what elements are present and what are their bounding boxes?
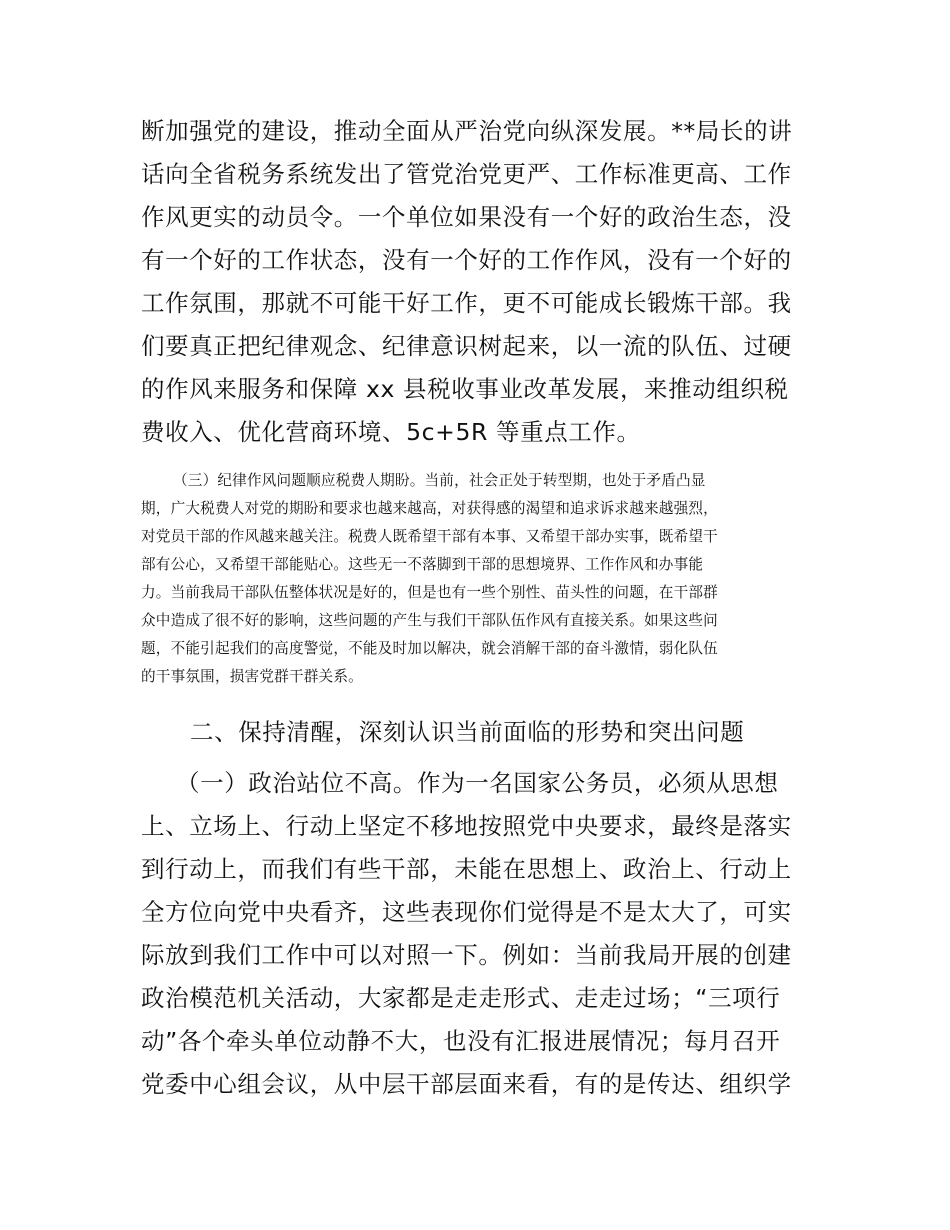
small-paragraph-line: 对党员干部的作风越来越关注。税费人既希望干部有本事、又希望干部办实事，既希望干 bbox=[141, 528, 718, 545]
small-paragraph-line: 众中造成了很不好的影响，这些问题的产生与我们干部队伍作风有直接关系。如果这些问 bbox=[141, 612, 718, 629]
body-line: 费收入、优化营商环境、5c+5R 等重点工作。 bbox=[141, 418, 641, 446]
section-heading: 二、保持清醒，深刻认识当前面临的形势和突出问题 bbox=[190, 718, 745, 746]
body-line: 动”各个牵头单位动静不大，也没有汇报进展情况；每月召开 bbox=[141, 1027, 781, 1055]
body-line: （一）政治站位不高。作为一名国家公务员，必须从思想 bbox=[176, 769, 779, 797]
body-line: 党委中心组会议，从中层干部层面来看，有的是传达、组织学 bbox=[141, 1070, 792, 1098]
small-paragraph-line: 期，广大税费人对党的期盼和要求也越来越高，对获得感的渴望和追求诉求越来越强烈， bbox=[141, 500, 718, 517]
body-line: 话向全省税务系统发出了管党治党更严、工作标准更高、工作 bbox=[141, 160, 792, 188]
body-line: 到行动上，而我们有些干部，未能在思想上、政治上、行动上 bbox=[141, 855, 792, 883]
body-line: 政治模范机关活动，大家都是走走形式、走走过场；“三项行 bbox=[141, 984, 781, 1012]
body-line: 作风更实的动员令。一个单位如果没有一个好的政治生态，没 bbox=[141, 203, 792, 231]
body-line: 有一个好的工作状态，没有一个好的工作作风，没有一个好的 bbox=[141, 246, 792, 274]
body-line: 工作氛围，那就不可能干好工作，更不可能成长锻炼干部。我 bbox=[141, 289, 792, 317]
small-paragraph-line: 题，不能引起我们的高度警觉，不能及时加以解决，就会消解干部的奋斗激情，弱化队伍 bbox=[141, 640, 718, 657]
body-line: 断加强党的建设，推动全面从严治党向纵深发展。**局长的讲 bbox=[141, 117, 793, 145]
body-line: 全方位向党中央看齐，这些表现你们觉得是不是太大了，可实 bbox=[141, 898, 792, 926]
body-line: 的作风来服务和保障 xx 县税收事业改革发展，来推动组织税 bbox=[141, 375, 789, 403]
body-line: 际放到我们工作中可以对照一下。例如：当前我局开展的创建 bbox=[141, 941, 792, 969]
body-line: 们要真正把纪律观念、纪律意识树起来，以一流的队伍、过硬 bbox=[141, 332, 792, 360]
small-paragraph-line: （三）纪律作风问题顺应税费人期盼。当前，社会正处于转型期，也处于矛盾凸显 bbox=[173, 472, 706, 489]
small-paragraph-line: 的干事氛围，损害党群干群关系。 bbox=[141, 668, 363, 685]
small-paragraph-line: 部有公心，又希望干部能贴心。这些无一不落脚到干部的思想境界、工作作风和办事能 bbox=[141, 556, 704, 573]
small-paragraph-line: 力。当前我局干部队伍整体状况是好的，但是也有一些个别性、苗头性的问题，在干部群 bbox=[141, 584, 718, 601]
body-line: 上、立场上、行动上坚定不移地按照党中央要求，最终是落实 bbox=[141, 812, 792, 840]
